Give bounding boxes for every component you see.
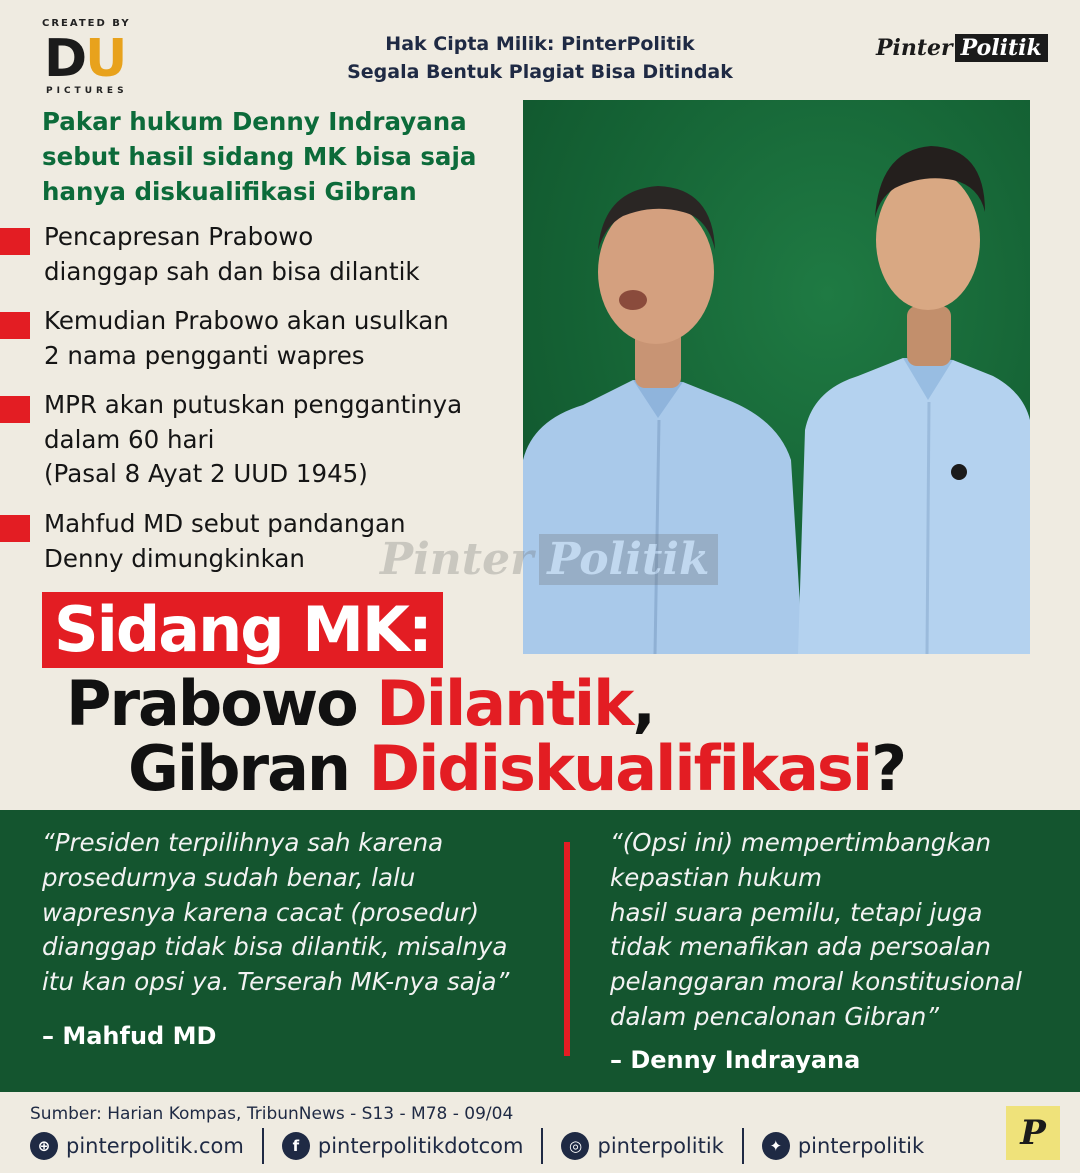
social-instagram[interactable]: [561, 1128, 743, 1164]
point-line: Denny dimungkinkan: [44, 543, 305, 573]
copyright-line-1: Hak Cipta Milik: PinterPolitik: [385, 33, 695, 55]
watermark-politik: Politik: [539, 534, 717, 585]
pinterpolitik-p-logo: [1006, 1106, 1060, 1160]
logo-pictures: PICTURES: [46, 86, 128, 96]
point-line: dalam 60 hari: [44, 424, 215, 454]
logo-created-by: CREATED BY: [42, 18, 131, 29]
point-line: MPR akan putuskan penggantinya: [44, 390, 463, 419]
headline-gibran: Gibran: [128, 732, 369, 805]
red-bullet-icon: [0, 396, 30, 423]
logo-mark: [44, 29, 126, 89]
quote-mahfud: [42, 826, 542, 1000]
brand-pinter: Pinter: [876, 35, 953, 61]
quote-author-mahfud: – Mahfud MD: [42, 1022, 217, 1050]
point-line: (Pasal 8 Ayat 2 UUD 1945): [44, 459, 368, 488]
quotes-section: [0, 810, 1080, 1092]
twitter-icon: ✦: [762, 1132, 790, 1160]
quote-author-denny: – Denny Indrayana: [610, 1046, 861, 1074]
social-links: [30, 1128, 960, 1164]
point-line: Mahfud MD sebut pandangan: [44, 509, 406, 538]
social-label: pinterpolitikdotcom: [317, 1134, 524, 1158]
headline-comma: ,: [632, 667, 654, 740]
quote-line: pelanggaran moral konstitusional: [610, 967, 1022, 997]
watermark-pinter: Pinter: [380, 534, 534, 585]
quote-line: prosedurnya sudah benar, lalu: [42, 862, 416, 892]
logo-mark-u: U: [85, 29, 126, 89]
social-label: pinterpolitik.com: [66, 1134, 244, 1158]
point-line: Kemudian Prabowo akan usulkan: [44, 306, 449, 335]
point-line: dianggap sah dan bisa dilantik: [44, 256, 420, 286]
quote-line: hasil suara pemilu, tetapi juga: [610, 897, 983, 927]
headline-question-mark: ?: [871, 732, 906, 805]
headline-line-2: [66, 668, 654, 740]
logo-mark-d: D: [44, 29, 86, 89]
source-credit: Sumber: Harian Kompas, TribunNews - S13 - M78 - 09/04: [30, 1104, 514, 1124]
social-label: pinterpolitik: [797, 1134, 925, 1158]
pinterpolitik-logo: [876, 34, 1048, 62]
quote-line: wapresnya karena cacat (prosedur): [42, 897, 480, 927]
quote-line: dianggap tidak bisa dilantik, misalnya: [42, 932, 508, 962]
p-logo-letter: P: [1020, 1113, 1046, 1153]
social-website[interactable]: [30, 1128, 264, 1164]
point-line: 2 nama pengganti wapres: [44, 340, 365, 370]
quote-line: tidak menafikan ada persoalan: [610, 932, 991, 962]
headline-line-3: [128, 733, 905, 805]
point-line: Pencapresan Prabowo: [44, 222, 314, 251]
headline-didiskualifikasi: Didiskualifikasi: [368, 732, 872, 805]
headline-sidang-mk: Sidang MK:: [54, 593, 431, 666]
social-label: pinterpolitik: [597, 1134, 724, 1158]
facebook-icon: f: [282, 1132, 310, 1160]
social-facebook[interactable]: [282, 1128, 544, 1164]
quote-denny: [610, 826, 1050, 1035]
du-pictures-logo: [42, 18, 132, 98]
quote-divider: [564, 842, 570, 1056]
red-bullet-icon: [0, 228, 30, 255]
quote-line: itu kan opsi ya. Terserah MK-nya saja”: [42, 967, 510, 997]
subheadline: Pakar hukum Denny Indrayana sebut hasil sidang MK bisa saja hanya diskualifikasi Gibran: [42, 107, 477, 206]
copyright-line-2: Segala Bentuk Plagiat Bisa Ditindak: [347, 61, 733, 83]
red-bullet-icon: [0, 312, 30, 339]
globe-icon: ⊕: [30, 1132, 58, 1160]
headline-line-1: [42, 592, 443, 668]
social-twitter[interactable]: [762, 1128, 942, 1164]
quote-line: “(Opsi ini) mempertimbangkan: [610, 828, 992, 857]
red-bullet-icon: [0, 515, 30, 542]
quote-line: dalam pencalonan Gibran”: [610, 1001, 939, 1031]
quote-line: kepastian hukum: [610, 862, 822, 892]
pinterpolitik-watermark: [380, 534, 718, 585]
headline-prabowo: Prabowo: [66, 667, 377, 740]
instagram-icon: ◎: [561, 1132, 589, 1160]
headline-dilantik: Dilantik: [376, 667, 633, 740]
brand-politik: Politik: [955, 34, 1048, 62]
quote-line: “Presiden terpilihnya sah karena: [42, 828, 444, 857]
copyright-notice: [300, 30, 780, 86]
